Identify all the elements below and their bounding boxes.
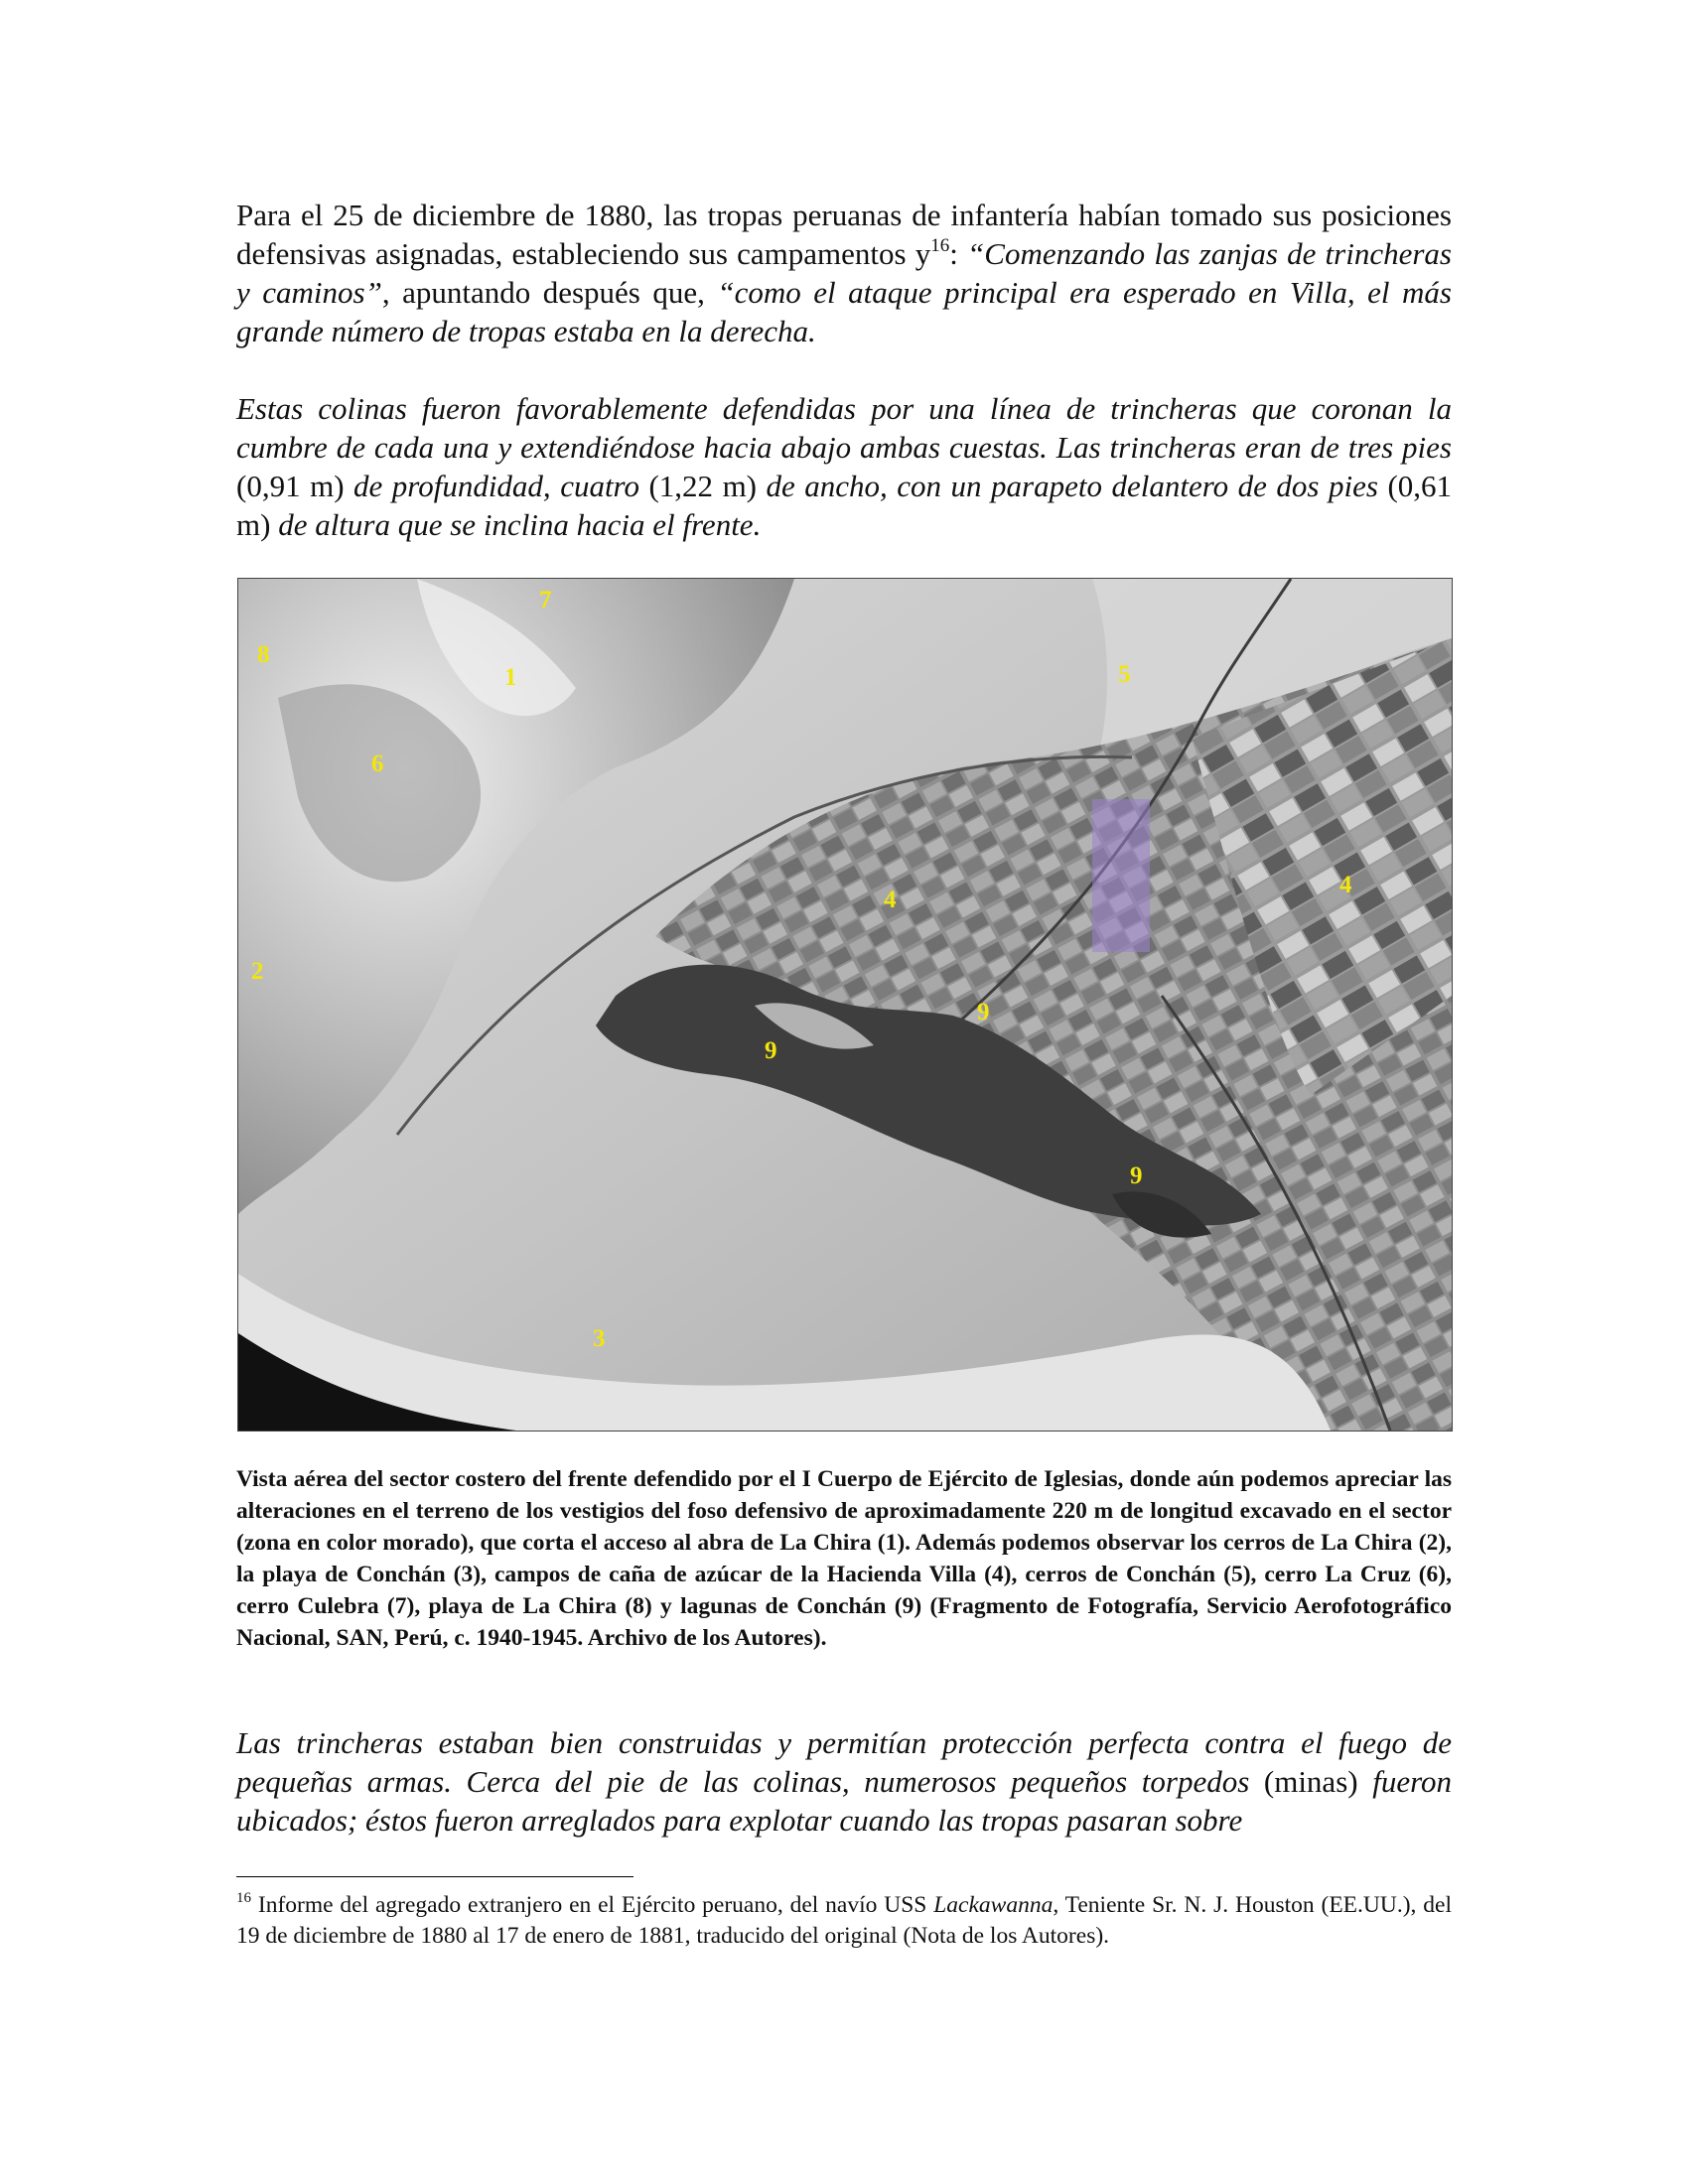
p2-measure-1: (0,91 m): [236, 469, 354, 503]
label-4-east: 4: [1339, 872, 1352, 898]
figure-caption: Vista aérea del sector costero del frente defendido por el I Cuerpo de Ejército de Iglesias, donde aún podemos apreciar las alteraciones en el terreno de los vestigios del foso defensivo de aproximadamente 220 m de longitud excavado en el sector (zona en color morado), que corta el acceso al abra de La Chira (1). Además podemos observar los cerros de La Chira (2), la playa de Conchán (3), campos de caña de azúcar de la Hacienda Villa (4), cerros de Conchán (5), cerro La Cruz (6), cerro Culebra (7), playa de La Chira (8) y lagunas de Conchán (9) (Fragmento de Fotografía, Servicio Aerofotográfico Nacional, SAN, Perú, c. 1940-1945. Archivo de los Autores).: [236, 1466, 1452, 1651]
footnote-number: 16: [236, 1890, 251, 1906]
paragraph-2: [236, 389, 1452, 544]
label-6: 6: [371, 751, 384, 777]
footnote-text-1: Informe del agregado extranjero en el Ejército peruano, del navío USS: [251, 1892, 934, 1918]
p2-measure-3: (0,61 m): [236, 469, 1453, 542]
label-3: 3: [593, 1325, 606, 1352]
p2-measure-2: (1,22 m): [638, 469, 767, 503]
p2-italic-2: de profundidad, cuatro: [353, 469, 639, 503]
footnote-text-2: , Teniente Sr. N. J. Houston (EE.UU.), del 19 de diciembre de 1880 al 17 de enero de 1881, traducido del original (Nota de los Autores).: [236, 1892, 1452, 1949]
label-8: 8: [257, 641, 270, 668]
p2-italic-4: de altura que se inclina hacia el frente.: [278, 507, 762, 542]
p1-quote-1: “Comenzando las zanjas de trincheras y caminos”: [236, 236, 1452, 310]
footnote-ref-16[interactable]: 16: [930, 235, 950, 256]
p2-italic-3: de ancho, con un parapeto delantero de dos pies: [766, 469, 1378, 503]
label-9-west: 9: [765, 1037, 777, 1064]
p1-text: Para el 25 de diciembre de 1880, las tropas peruanas de infantería habían tomado sus posiciones defensivas asignadas, estableciendo sus campamentos y: [236, 198, 1452, 271]
p3-plain: (minas): [1249, 1764, 1373, 1799]
p1-quote-2: “como el ataque principal era esperado en Villa, el más grande número de tropas estaba en la derecha.: [236, 275, 1452, 348]
footnote-separator: [236, 1876, 633, 1877]
label-7: 7: [539, 587, 552, 614]
aerial-photo: [237, 578, 1453, 1432]
p1-text-3: , apuntando después que,: [381, 275, 718, 310]
aerial-photo-svg: [238, 579, 1452, 1431]
label-1: 1: [504, 664, 517, 691]
p1-text-2: :: [949, 236, 968, 271]
label-4-west: 4: [884, 887, 897, 913]
label-5: 5: [1118, 661, 1131, 688]
p3-italic-2: fueron ubicados; éstos fueron arreglados para explotar cuando las tropas pasaran sobre: [236, 1764, 1452, 1838]
label-9-north: 9: [977, 999, 990, 1025]
p2-italic-1: Estas colinas fueron favorablemente defendidas por una línea de trincheras que coronan la cumbre de cada una y extendiéndose hacia abajo ambas cuestas. Las trincheras eran de tres pies: [236, 391, 1452, 465]
footnote-16: [236, 1890, 1452, 1952]
footnote-ship-name: Lackawanna: [933, 1892, 1054, 1918]
trench-zone-purple: [1092, 799, 1150, 952]
label-9-east: 9: [1130, 1162, 1143, 1189]
p3-italic-1: Las trincheras estaban bien construidas y permitían protección perfecta contra el fuego de pequeñas armas. Cerca del pie de las colinas, numerosos pequeños torpedos: [236, 1725, 1452, 1799]
paragraph-3: [236, 1723, 1452, 1840]
label-2: 2: [251, 958, 264, 985]
paragraph-1: [236, 196, 1452, 350]
